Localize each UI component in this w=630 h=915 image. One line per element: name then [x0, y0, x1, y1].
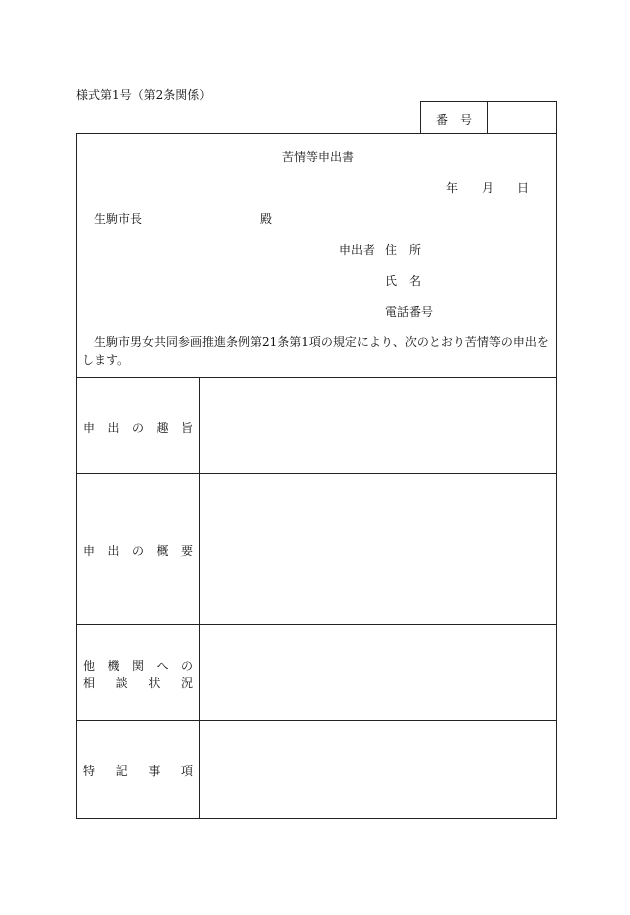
- date-year: 年: [446, 181, 459, 195]
- row-label-summary: [83, 542, 193, 559]
- label-char: 事: [148, 764, 161, 778]
- addressee: 生駒市長: [94, 212, 143, 226]
- label-char: 概: [156, 544, 169, 558]
- label-char: 他: [83, 659, 96, 673]
- label-char: 趣: [156, 421, 169, 435]
- label-char: 状: [148, 676, 161, 690]
- label-char: 項: [180, 764, 193, 778]
- form-label: 様式第1号（第2条関係）: [76, 88, 212, 102]
- row-label-purpose: [83, 419, 193, 436]
- row-separator-2: [76, 473, 557, 474]
- frame-right: [556, 101, 557, 819]
- label-char: 相: [83, 676, 96, 690]
- row-label-special-notes: [83, 762, 193, 779]
- number-box-divider: [487, 101, 488, 133]
- row-separator-4: [76, 720, 557, 721]
- purpose-field[interactable]: [206, 384, 550, 468]
- summary-field[interactable]: [206, 480, 550, 618]
- label-char: へ: [156, 659, 169, 673]
- label-char: 申: [83, 421, 96, 435]
- label-char: の: [131, 544, 144, 558]
- statement: 生駒市男女共同参画推進条例第21条第1項の規定により、次のとおり苦情等の申出をします。: [82, 335, 549, 367]
- row-separator-3: [76, 624, 557, 625]
- label-char: 特: [83, 764, 96, 778]
- row-label-other-agencies-line1: [83, 657, 193, 674]
- label-char: 出: [107, 544, 120, 558]
- frame-left: [76, 133, 77, 819]
- frame-bottom: [76, 818, 557, 819]
- label-char: 旨: [180, 421, 193, 435]
- number-label: 番 号: [436, 113, 473, 127]
- special-notes-field[interactable]: [206, 727, 550, 813]
- label-char: の: [131, 421, 144, 435]
- address-label: 住 所: [385, 243, 422, 257]
- page-title: 苦情等申出書: [282, 150, 355, 164]
- number-box-left: [420, 101, 421, 133]
- label-char: 記: [115, 764, 128, 778]
- number-box-top: [420, 101, 557, 102]
- label-char: 申: [83, 544, 96, 558]
- label-column-divider: [199, 377, 200, 819]
- frame-top: [76, 133, 557, 134]
- applicant-label: 申出者: [339, 243, 376, 257]
- row-label-other-agencies-line2: [83, 674, 193, 691]
- date-day: 日: [517, 181, 530, 195]
- date-month: 月: [482, 181, 495, 195]
- label-char: の: [180, 659, 193, 673]
- label-char: 出: [107, 421, 120, 435]
- other-agencies-field[interactable]: [206, 631, 550, 715]
- honorific: 殿: [260, 212, 273, 226]
- label-char: 談: [115, 676, 128, 690]
- label-char: 機: [107, 659, 120, 673]
- row-separator-1: [76, 377, 557, 378]
- label-char: 関: [131, 659, 144, 673]
- label-char: 要: [180, 544, 193, 558]
- phone-label: 電話番号: [385, 305, 434, 319]
- name-label: 氏 名: [385, 274, 422, 288]
- label-char: 況: [180, 676, 193, 690]
